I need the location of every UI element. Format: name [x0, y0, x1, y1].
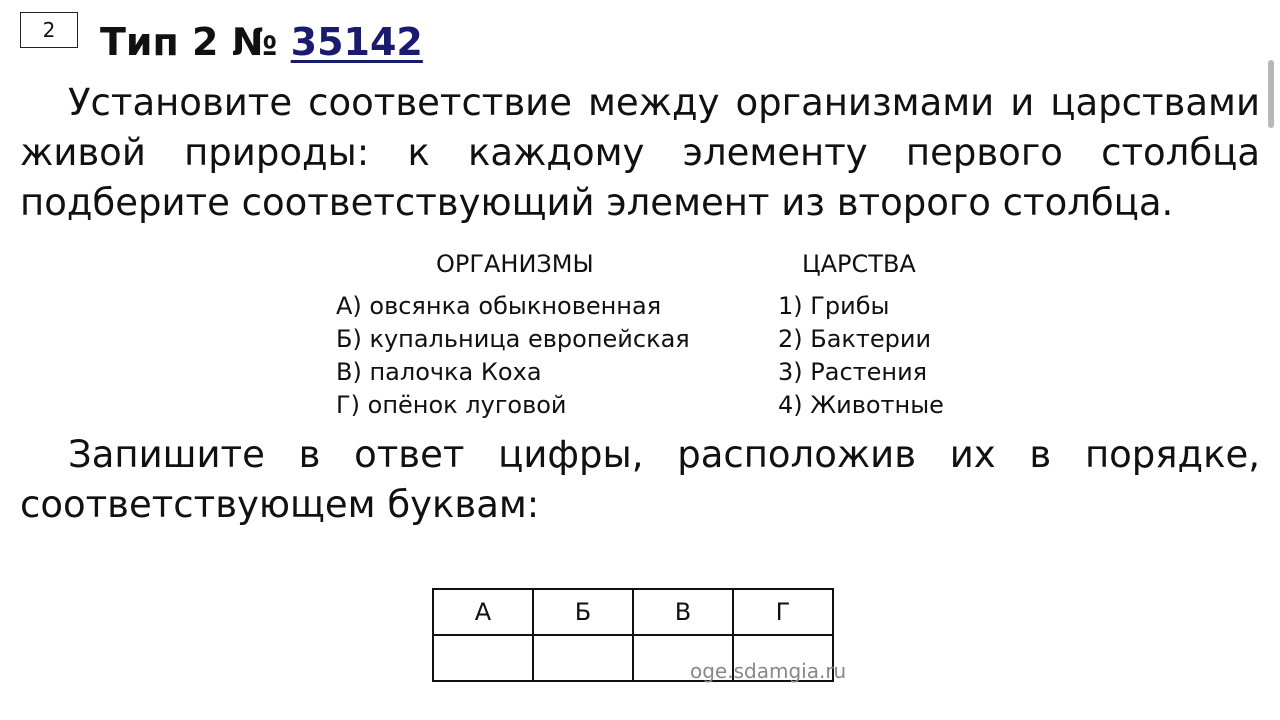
answer-input-cell[interactable]: [533, 635, 633, 681]
task-instruction: Установите соответствие между организмами и царствами живой природы: к каждому элементу первого столбца подберите соответствующий элемент из второго столбца.: [20, 81, 1260, 224]
answer-input-cell[interactable]: [433, 635, 533, 681]
site-watermark: oge.sdamgia.ru: [690, 659, 847, 683]
answer-header-cell: А: [433, 589, 533, 635]
answer-header-cell: Б: [533, 589, 633, 635]
task-id-link[interactable]: 35142: [290, 20, 423, 64]
task-type-label: Тип 2 №: [100, 20, 278, 64]
task-header: [100, 20, 423, 64]
answer-header-cell: В: [633, 589, 733, 635]
answer-table-header-row: [433, 589, 833, 635]
kingdom-item: 2) Бактерии: [778, 325, 932, 353]
kingdoms-column-header: ЦАРСТВА: [802, 250, 916, 278]
scrollbar-thumb[interactable]: [1268, 60, 1274, 128]
organism-item: В) палочка Коха: [336, 358, 542, 386]
kingdom-item: 3) Растения: [778, 358, 928, 386]
answer-header-cell: Г: [733, 589, 833, 635]
organism-item: А) овсянка обыкновенная: [336, 292, 662, 320]
kingdom-item: 1) Грибы: [778, 292, 890, 320]
answer-instruction: Запишите в ответ цифры, расположив их в порядке, соответствующем буквам:: [20, 433, 1260, 526]
task-number-box: [20, 12, 78, 48]
organism-item: Г) опёнок луговой: [336, 391, 567, 419]
task-number: 2: [42, 18, 56, 42]
organisms-column-header: ОРГАНИЗМЫ: [436, 250, 594, 278]
kingdom-item: 4) Животные: [778, 391, 944, 419]
organism-item: Б) купальница европейская: [336, 325, 690, 353]
